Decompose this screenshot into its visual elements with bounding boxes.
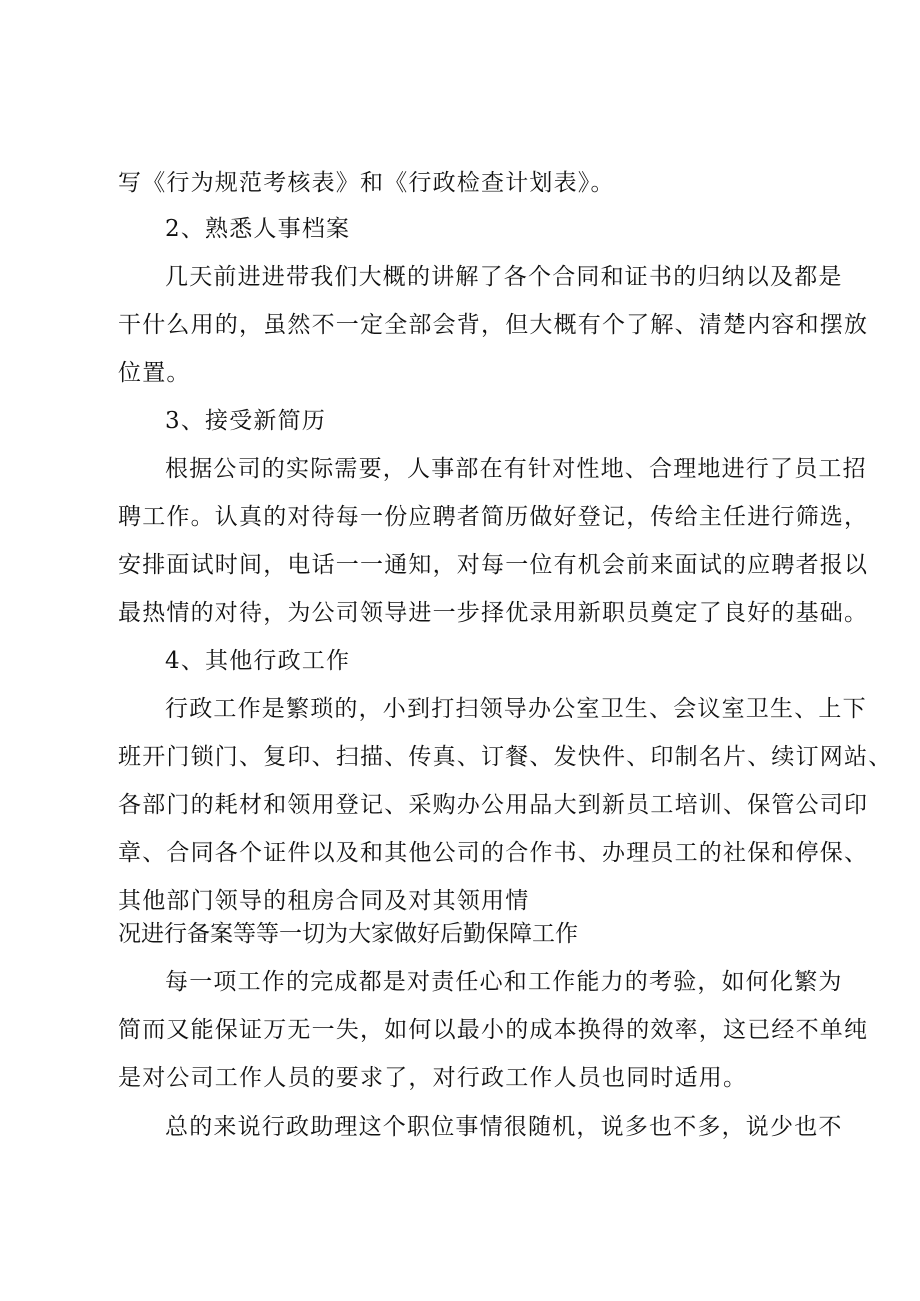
paragraph-line: 根据公司的实际需要，人事部在有针对性地、合理地进行了员工招 (165, 456, 867, 482)
paragraph-line: 章、合同各个证件以及和其他公司的合作书、办理员工的社保和停保、 (118, 840, 869, 866)
paragraph-line: 总的来说行政助理这个职位事情很随机，说多也不多，说少也不 (165, 1114, 843, 1140)
paragraph-line: 聘工作。认真的对待每一份应聘者简历做好登记，传给主任进行筛选， (118, 504, 869, 530)
paragraph-line: 班开门锁门、复印、扫描、传真、订餐、发快件、印制名片、续订网站、 (118, 744, 893, 770)
paragraph-line: 其他部门领导的租房合同及对其领用情 (118, 888, 530, 914)
paragraph-line: 各部门的耗材和领用登记、采购办公用品大到新员工培训、保管公司印 (118, 792, 869, 818)
paragraph-line: 最热情的对待，为公司领导进一步择优录用新职员奠定了良好的基础。 (118, 600, 869, 626)
paragraph-line: 写《行为规范考核表》和《行政检查计划表》。 (118, 170, 615, 196)
section-heading: 2、熟悉人事档案 (165, 216, 351, 242)
paragraph-line: 位置。 (118, 360, 191, 386)
paragraph-line: 安排面试时间，电话一一通知，对每一位有机会前来面试的应聘者报以 (118, 552, 869, 578)
paragraph-line: 干什么用的，虽然不一定全部会背，但大概有个了解、清楚内容和摆放 (118, 312, 869, 338)
paragraph-line: 是对公司工作人员的要求了，对行政工作人员也同时适用。 (118, 1065, 748, 1091)
section-heading: 3、接受新简历 (165, 408, 327, 434)
section-heading: 4、其他行政工作 (165, 648, 351, 674)
paragraph-line: 行政工作是繁琐的，小到打扫领导办公室卫生、会议室卫生、上下 (165, 696, 867, 722)
paragraph-line: 简而又能保证万无一失，如何以最小的成本换得的效率，这已经不单纯 (118, 1017, 869, 1043)
paragraph-line: 每一项工作的完成都是对责任心和工作能力的考验，如何化繁为 (165, 969, 843, 995)
paragraph-line: 几天前进进带我们大概的讲解了各个合同和证书的归纳以及都是 (165, 264, 843, 290)
paragraph-line: 况进行备案等等一切为大家做好后勤保障工作 (118, 921, 578, 947)
